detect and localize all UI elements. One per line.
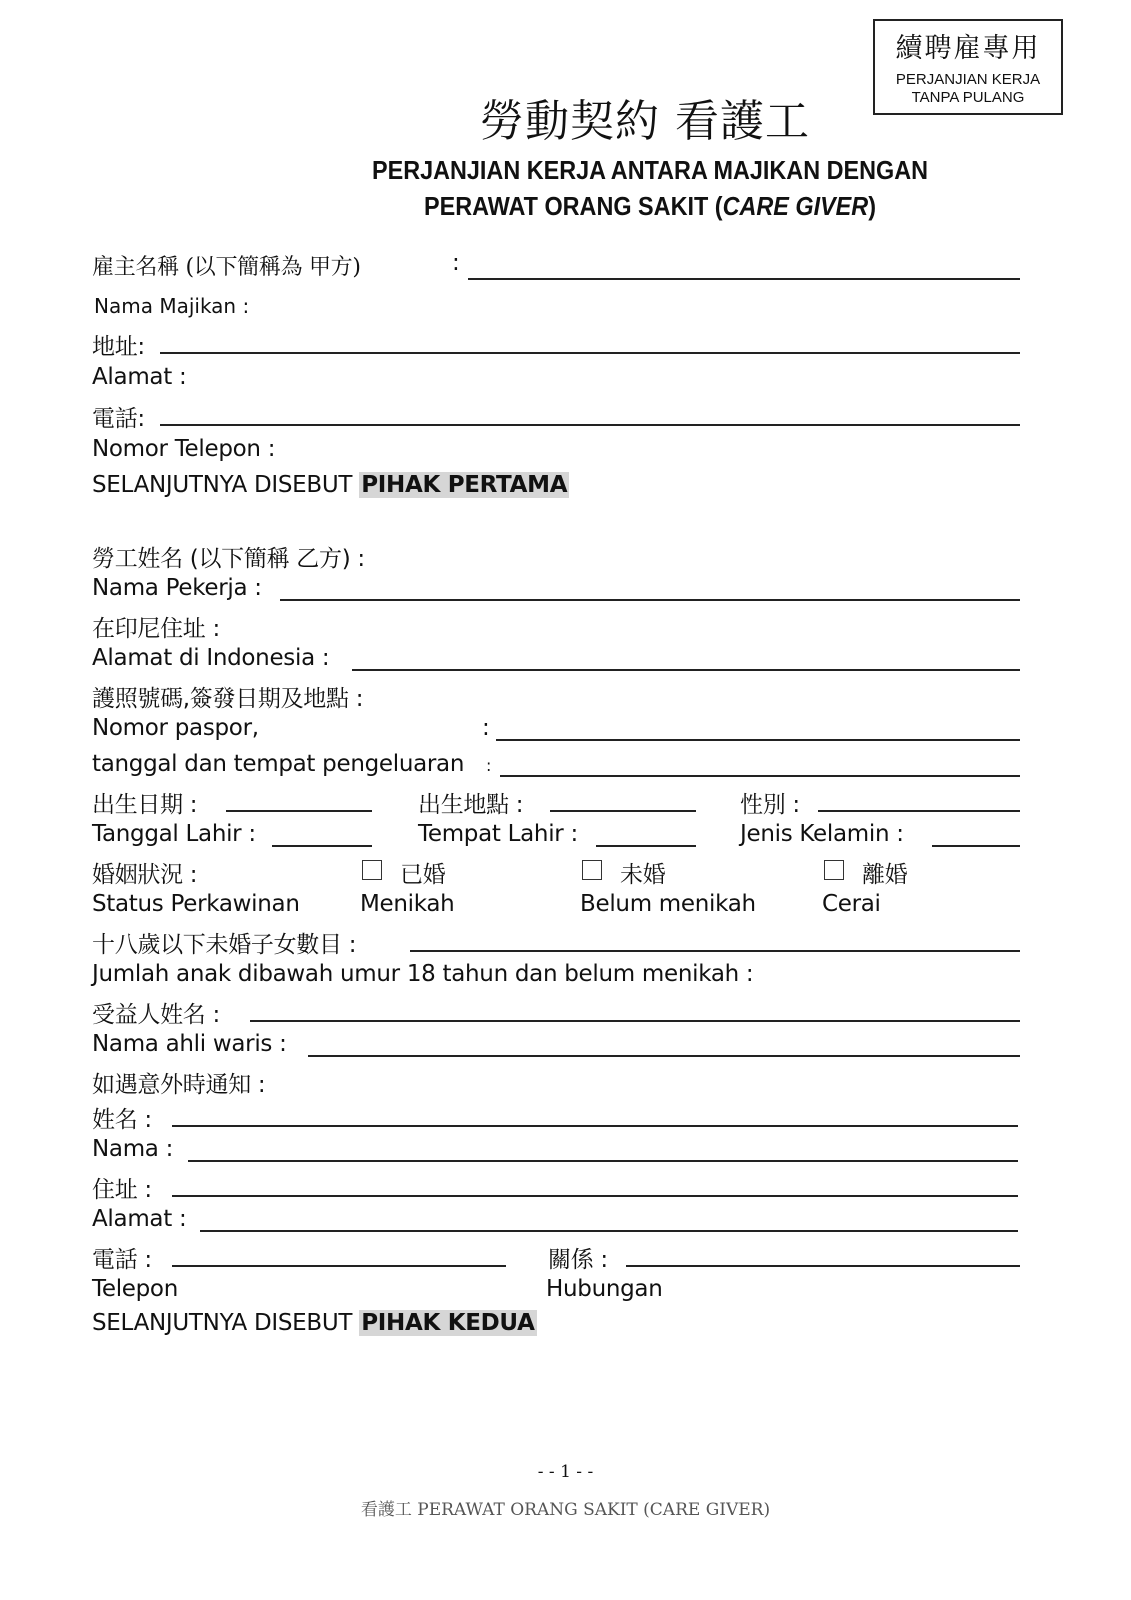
em-name-field-cn[interactable] xyxy=(172,1125,1018,1127)
worker-name-label-id: Nama Pekerja : xyxy=(92,575,262,601)
children-label-cn: 十八歲以下未婚子女數目 : xyxy=(92,932,357,958)
divorced-label-id: Cerai xyxy=(822,891,881,917)
stamp-line-2: TANPA PULANG xyxy=(911,89,1025,106)
heir-field-id[interactable] xyxy=(308,1055,1020,1057)
issue-colon: : xyxy=(486,756,492,775)
employer-name-label-id: Nama Majikan : xyxy=(94,294,250,318)
em-relation-label-cn: 關係 : xyxy=(548,1247,608,1273)
heir-label-id: Nama ahli waris : xyxy=(92,1031,287,1057)
worker-address-field[interactable] xyxy=(352,669,1020,671)
passport-label-cn: 護照號碼,簽發日期及地點 : xyxy=(92,686,364,712)
gender-field-cn[interactable] xyxy=(818,810,1020,812)
employer-address-label-cn: 地址: xyxy=(92,334,145,360)
title-indonesian-1: PERJANJIAN KERJA ANTARA MAJIKAN DENGAN xyxy=(371,155,929,185)
em-relation-field[interactable] xyxy=(626,1265,1020,1267)
worker-name-label-cn: 勞工姓名 (以下簡稱 乙方) : xyxy=(92,546,365,572)
birthdate-field-cn[interactable] xyxy=(226,810,372,812)
children-label-id: Jumlah anak dibawah umur 18 tahun dan belum menikah : xyxy=(92,961,754,987)
employer-phone-label-cn: 電話: xyxy=(92,406,145,432)
em-phone-field[interactable] xyxy=(172,1265,506,1267)
issue-label-id: tanggal dan tempat pengeluaran xyxy=(92,751,465,777)
issue-field[interactable] xyxy=(500,775,1020,777)
birthplace-field-id[interactable] xyxy=(596,845,696,847)
page-footer: 看護工 PERAWAT ORANG SAKIT (CARE GIVER) xyxy=(360,1500,771,1520)
birthplace-label-id: Tempat Lahir : xyxy=(418,821,578,847)
title-indonesian-2: PERAWAT ORANG SAKIT (CARE GIVER) xyxy=(423,191,876,221)
stamp-line-1: PERJANJIAN KERJA xyxy=(895,71,1041,88)
gender-label-id: Jenis Kelamin : xyxy=(740,821,904,847)
passport-label-id: Nomor paspor, xyxy=(92,715,259,741)
birthplace-label-cn: 出生地點 : xyxy=(418,792,524,818)
unmarried-checkbox[interactable] xyxy=(582,860,602,880)
em-address-field-id[interactable] xyxy=(200,1230,1018,1232)
married-label-cn: 已婚 xyxy=(400,862,446,888)
worker-address-label-id: Alamat di Indonesia : xyxy=(92,645,330,671)
em-address-label-id: Alamat : xyxy=(92,1206,187,1232)
employer-phone-field[interactable] xyxy=(160,424,1020,426)
marital-label-id: Status Perkawinan xyxy=(92,891,300,917)
unmarried-label-id: Belum menikah xyxy=(580,891,756,917)
birthdate-label-cn: 出生日期 : xyxy=(92,792,198,818)
employer-name-field[interactable] xyxy=(468,278,1020,280)
em-name-label-id: Nama : xyxy=(92,1136,174,1162)
page-number: - - 1 - - xyxy=(537,1462,594,1482)
marital-label-cn: 婚姻狀況 : xyxy=(92,862,198,888)
divorced-checkbox[interactable] xyxy=(824,860,844,880)
passport-field[interactable] xyxy=(496,739,1020,741)
party-one-highlight: PIHAK PERTAMA xyxy=(361,472,568,498)
passport-colon: : xyxy=(482,715,490,741)
party-two-highlight: PIHAK KEDUA xyxy=(361,1310,535,1336)
em-name-field-id[interactable] xyxy=(188,1160,1018,1162)
title-chinese: 勞動契約 看護工 xyxy=(480,96,810,147)
divorced-label-cn: 離婚 xyxy=(862,862,908,888)
employer-name-colon: : xyxy=(452,250,460,276)
em-phone-label-cn: 電話 : xyxy=(92,1247,152,1273)
birthdate-label-id: Tanggal Lahir : xyxy=(92,821,256,847)
stamp-chinese: 續聘雇專用 xyxy=(895,33,1041,64)
em-address-label-cn: 住址 : xyxy=(92,1177,152,1203)
worker-name-field[interactable] xyxy=(280,599,1020,601)
gender-label-cn: 性別 : xyxy=(740,792,800,818)
employer-address-label-id: Alamat : xyxy=(92,364,187,390)
unmarried-label-cn: 未婚 xyxy=(620,862,666,888)
em-phone-label-id: Telepon xyxy=(92,1276,178,1302)
em-name-label-cn: 姓名 : xyxy=(92,1107,152,1133)
birthdate-field-id[interactable] xyxy=(272,845,372,847)
em-address-field-cn[interactable] xyxy=(172,1195,1018,1197)
gender-field-id[interactable] xyxy=(932,845,1020,847)
married-label-id: Menikah xyxy=(360,891,455,917)
party-two-statement: SELANJUTNYA DISEBUT PIHAK KEDUA xyxy=(92,1310,535,1336)
employer-name-label-cn: 雇主名稱 (以下簡稱為 甲方) xyxy=(92,255,361,280)
worker-address-label-cn: 在印尼住址 : xyxy=(92,616,220,642)
party-one-statement: SELANJUTNYA DISEBUT PIHAK PERTAMA xyxy=(92,472,568,498)
birthplace-field-cn[interactable] xyxy=(550,810,696,812)
children-field[interactable] xyxy=(410,950,1020,952)
employer-phone-label-id: Nomor Telepon : xyxy=(92,436,276,462)
emergency-label-cn: 如遇意外時通知 : xyxy=(92,1072,266,1098)
heir-field-cn[interactable] xyxy=(250,1020,1020,1022)
em-relation-label-id: Hubungan xyxy=(546,1276,663,1302)
married-checkbox[interactable] xyxy=(362,860,382,880)
employer-address-field[interactable] xyxy=(160,352,1020,354)
heir-label-cn: 受益人姓名 : xyxy=(92,1002,220,1028)
